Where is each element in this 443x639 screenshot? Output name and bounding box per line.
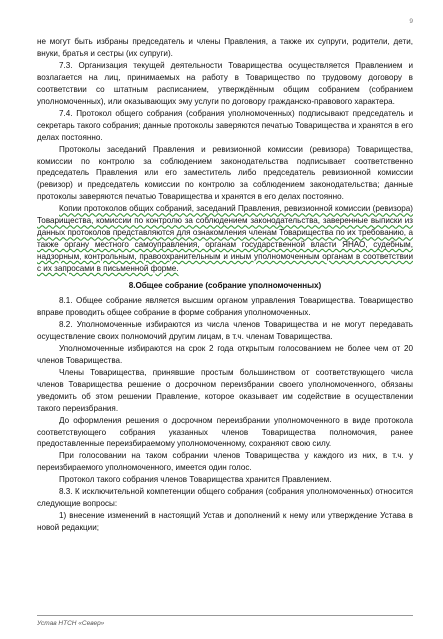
paragraph: 8.3. К исключительной компетенции общего собрания (собрания уполномоченных) относится следующие вопросы: — [37, 487, 413, 509]
paragraph: Уполномоченные избираются на срок 2 года открытым голосованием не более чем от 20 членов Товарищества. — [37, 343, 413, 365]
spellcheck-marked-text: Копии протоколов общих собраний, заседаний Правления, ревизионной комиссии (ревизора) Товарищества, комиссии по контролю за соблюдением законодательства, заверенные выписки из данных протоколов представляются для ознакомления членам Товарищества по их требованию, а также органу местного самоуправления, органам государственной власти ЯНАО, судебным, надзорным, контрольным, правоохранительным и иным уполномоченным органам в соответствии с их запросами в письменной форме. — [37, 204, 413, 274]
document-body — [37, 36, 413, 534]
paragraph: До оформления решения о досрочном переизбрании уполномоченного в виде протокола соответствующего собрания указанных членов Товарищества полномочия, ранее предоставленные переизбираемому уполномоченному, сохраняют свою силу. — [37, 415, 413, 449]
page-number: 9 — [409, 18, 413, 25]
paragraph: Члены Товарищества, принявшие простым большинством от соответствующего числа членов Товарищества решение о досрочном переизбрании своего уполномоченного, обязаны уведомить об этом решении Правление, которое оказывает им содействие в осуществлении такого переизбрания. — [37, 367, 413, 413]
paragraph-highlighted — [37, 203, 413, 275]
page-footer: Устав НТСН «Север» — [37, 620, 105, 627]
paragraph: 1) внесение изменений в настоящий Устав и дополнений к нему или утверждение Устава в новой редакции; — [37, 511, 413, 533]
paragraph: Протоколы заседаний Правления и ревизионной комиссии (ревизора) Товарищества, комиссии по контролю за соблюдением законодательства подписывает соответственно председатель Правления или его заместитель либо председатель ревизионной комиссии (ревизор) и председатель комиссии по контролю за соблюдением законодательства; данные протоколы заверяются печатью Товарищества и хранятся в его делах постоянно. — [37, 144, 413, 202]
paragraph: 8.1. Общее собрание является высшим органом управления Товарищества. Товарищество вправе проводить общее собрание в форме собрания уполномоченных. — [37, 296, 413, 317]
paragraph: Протокол такого собрания членов Товарищества хранится Правлением. — [59, 475, 332, 485]
paragraph: не могут быть избраны председатель и члены Правления, а также их супруги, родители, дети, внуки, братья и сестры (их супруги). — [37, 37, 413, 58]
section-heading: 8.Общее собрание (собрание уполномоченных) — [128, 281, 322, 291]
paragraph: 7.4. Протокол общего собрания (собрания уполномоченных) подписывают председатель и секретарь такого собрания; данные протоколы заверяются печатью Товарищества и хранятся в его делах постоянно. — [37, 108, 413, 142]
paragraph: При голосовании на таком собрании членов Товарищества у каждого из них, в т.ч. у переизбираемого уполномоченного, имеется один голос. — [37, 451, 413, 473]
footer-divider — [37, 615, 413, 616]
paragraph: 7.3. Организация текущей деятельности Товарищества осуществляется Правлением и возлагается на лиц, принимаемых на работу в Товарищество по трудовому договору в соответствии со штатным расписанием, утверждённым общим собранием (собранием уполномоченных), или оказывающих эму услуги по договору гражданско-правового характера. — [37, 60, 413, 106]
paragraph: 8.2. Уполномоченные избираются из числа членов Товарищества и не могут передавать осуществление своих полномочий другим лицам, в т.ч. членам Товарищества. — [37, 319, 413, 341]
